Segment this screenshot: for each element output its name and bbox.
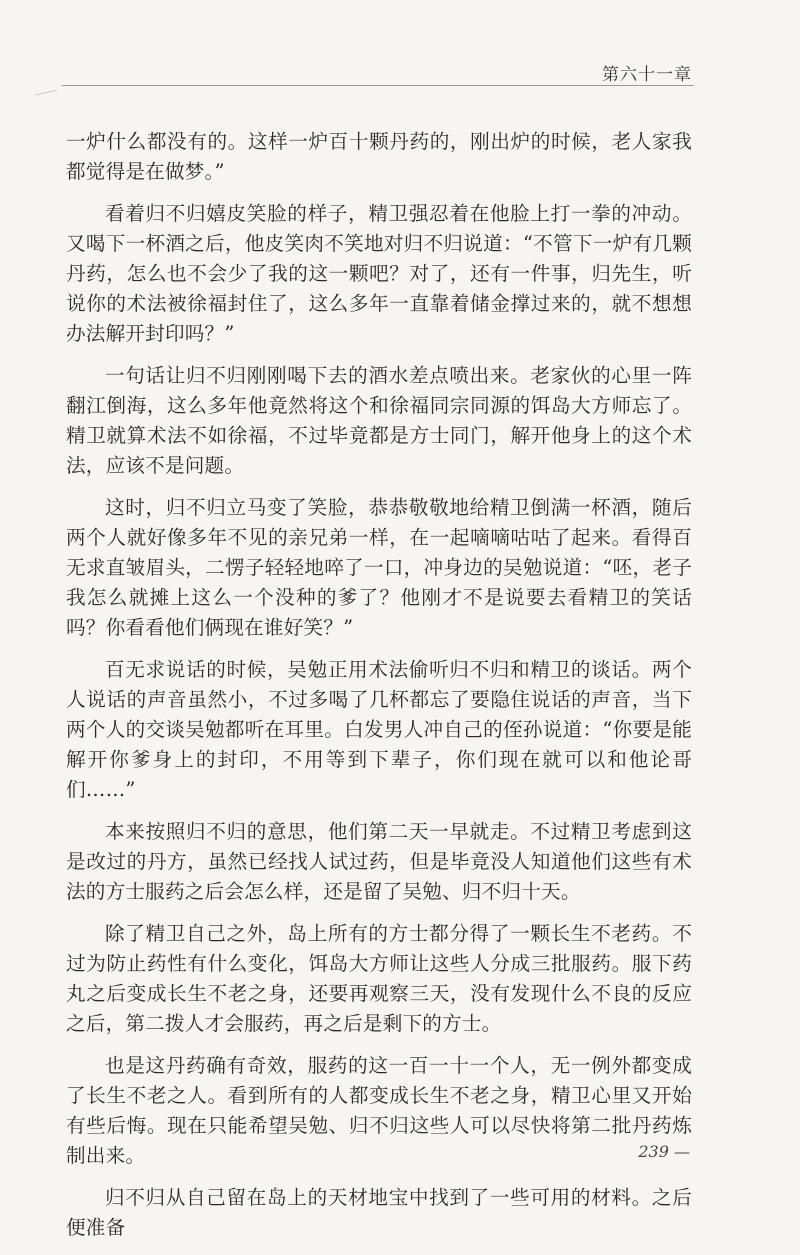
paragraph: 一炉什么都没有的。这样一炉百十颗丹药的，刚出炉的时候，老人家我都觉得是在做梦。”	[66, 130, 692, 183]
paragraph: 除了精卫自己之外，岛上所有的方士都分得了一颗长生不老药。不过为防止药性有什么变化，饵岛大方师让这些人分成三批服药。服下药丸之后变成长生不老之身，还要再观察三天，没有发现什么不良的反应之后，第二拨人才会服药，再之后是剩下的方士。	[66, 922, 692, 1035]
body-text	[66, 127, 692, 1255]
paragraph: 本来按照归不归的意思，他们第二天一早就走。不过精卫考虑到这是改过的丹方，虽然已经找人试过药，但是毕竟没人知道他们这些有术法的方士服药之后会怎么样，还是留了吴勉、归不归十天。	[66, 820, 692, 903]
chapter-title: 第六十一章	[602, 65, 692, 85]
paragraph: 看着归不归嬉皮笑脸的样子，精卫强忍着在他脸上打一拳的冲动。又喝下一杯酒之后，他皮笑肉不笑地对归不归说道：“不管下一炉有几颗丹药，怎么也不会少了我的这一颗吧？对了，还有一件事，归先生，听说你的术法被徐福封住了，这么多年一直靠着储金撑过来的，就不想想办法解开封印吗？”	[66, 202, 692, 345]
page-smudge-mark	[36, 90, 59, 101]
paragraph: 百无求说话的时候，吴勉正用术法偷听归不归和精卫的谈话。两个人说话的声音虽然小，不过多喝了几杯都忘了要隐住说话的声音，当下两个人的交谈吴勉都听在耳里。白发男人冲自己的侄孙说道：“你要是能解开你爹身上的封印，不用等到下辈子，你们现在就可以和他论哥们……”	[66, 658, 692, 801]
paragraph: 归不归从自己留在岛上的天材地宝中找到了一些可用的材料。之后便准备	[66, 1186, 692, 1239]
page-number: 239 —	[638, 1142, 690, 1161]
paragraph: 一句话让归不归刚刚喝下去的酒水差点喷出来。老家伙的心里一阵翻江倒海，这么多年他竟然将这个和徐福同宗同源的饵岛大方师忘了。精卫就算术法不如徐福，不过毕竟都是方士同门，解开他身上的这个术法，应该不是问题。	[66, 364, 692, 477]
header-rule	[62, 85, 694, 86]
paragraph: 这时，归不归立马变了笑脸，恭恭敬敬地给精卫倒满一杯酒，随后两个人就好像多年不见的亲兄弟一样，在一起嘀嘀咕咕了起来。看得百无求直皱眉头，二愣子轻轻地啐了一口，冲身边的吴勉说道：“呸，老子我怎么就摊上这么一个没种的爹了？他刚才不是说要去看精卫的笑话吗？你看看他们俩现在谁好笑？”	[66, 496, 692, 639]
running-header	[62, 58, 694, 86]
paragraph: 也是这丹药确有奇效，服药的这一百一十一个人，无一例外都变成了长生不老之人。看到所有的人都变成长生不老之身，精卫心里又开始有些后悔。现在只能希望吴勉、归不归这些人可以尽快将第二批丹药炼制出来。	[66, 1054, 692, 1167]
